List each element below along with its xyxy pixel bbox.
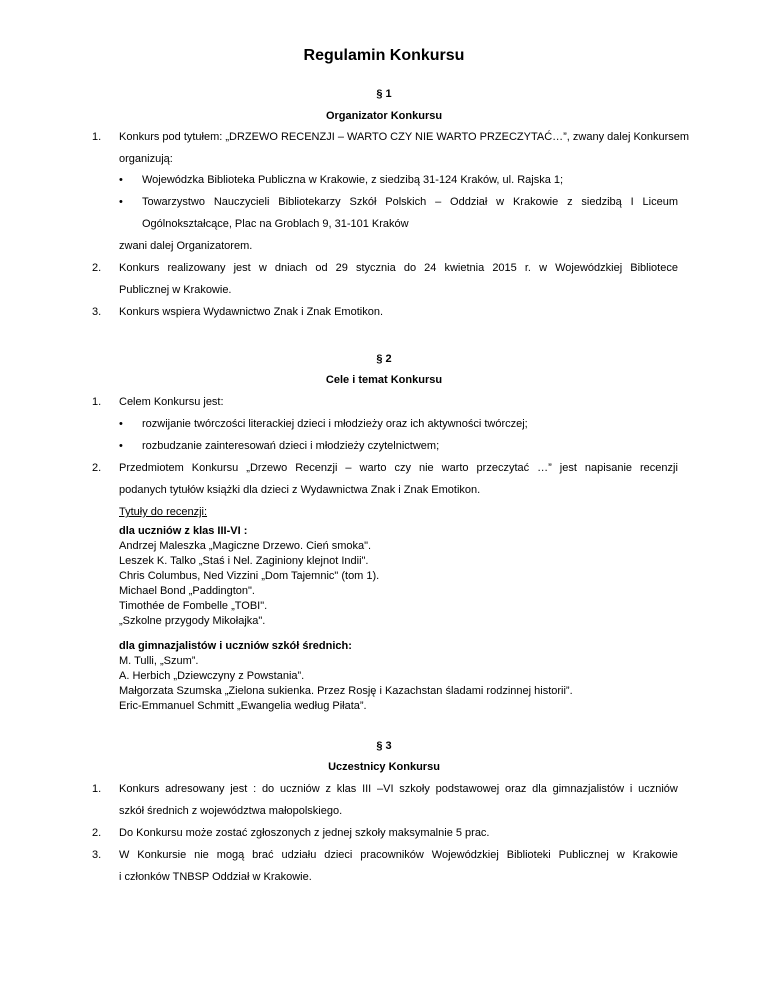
s2-item-2-number: 2. xyxy=(92,462,102,474)
s2-bullet-2: rozbudzanie zainteresowań dzieci i młodzieży czytelnictwem; xyxy=(142,440,440,452)
bullet-icon: • xyxy=(119,196,123,208)
s1-bullet-2-line-1: Towarzystwo Nauczycieli Bibliotekarzy Szkół Polskich – Oddział w Krakowie z siedzibą I Liceum xyxy=(142,196,678,208)
page-title: Regulamin Konkursu xyxy=(303,47,465,64)
s1-item-1-number: 1. xyxy=(92,131,102,143)
s3-item-1-line-2: szkół średnich z województwa małopolskiego. xyxy=(119,805,343,817)
s3-item-3-line-1: W Konkursie nie mogą brać udziału dzieci pracowników Wojewódzkiej Biblioteki Publicznej w Krakowie xyxy=(119,849,678,861)
s1-item-2-line-2: Publicznej w Krakowie. xyxy=(119,284,232,296)
s3-item-1-line-1: Konkurs adresowany jest : do uczniów z klas III –VI szkoły podstawowej oraz dla gimnazjalistów i uczniów xyxy=(119,783,678,795)
section-3-heading: Uczestnicy Konkursu xyxy=(328,761,440,773)
s1-item-1-line-1: Konkurs pod tytułem: „DRZEWO RECENZJI – WARTO CZY NIE WARTO PRZECZYTAĆ…”, zwany dalej Konkursem xyxy=(119,131,690,143)
titles-label: Tytuły do recenzji: xyxy=(119,506,208,518)
section-3-number: § 3 xyxy=(376,740,392,752)
section-2-number: § 2 xyxy=(376,353,392,365)
group-1-title: Michael Bond „Paddington". xyxy=(119,585,255,597)
section-2-heading: Cele i temat Konkursu xyxy=(325,374,443,386)
group-1-title: Timothée de Fombelle „TOBI". xyxy=(119,600,268,612)
s2-item-1-number: 1. xyxy=(92,396,102,408)
s2-bullet-1: rozwijanie twórczości literackiej dzieci i młodzieży oraz ich aktywności twórczej; xyxy=(142,418,528,430)
group-1-heading: dla uczniów z klas III-VI : xyxy=(119,525,248,537)
group-2-heading: dla gimnazjalistów i uczniów szkół średnich: xyxy=(119,640,352,652)
s2-item-2-line-2: podanych tytułów książki dla dzieci z Wydawnictwa Znak i Znak Emotikon. xyxy=(119,484,481,496)
s1-item-2-line-1: Konkurs realizowany jest w dniach od 29 stycznia do 24 kwietnia 2015 r. w Wojewódzkiej Bibliotece xyxy=(119,262,678,274)
s1-item-1-after: zwani dalej Organizatorem. xyxy=(119,240,253,252)
section-1-number: § 1 xyxy=(376,88,392,100)
s1-item-3: Konkurs wspiera Wydawnictwo Znak i Znak Emotikon. xyxy=(119,306,383,318)
bullet-icon: • xyxy=(119,174,123,186)
group-2-title: Małgorzata Szumska „Zielona sukienka. Przez Rosję i Kazachstan śladami rodzinnej historii”. xyxy=(119,685,573,697)
bullet-icon: • xyxy=(119,418,123,430)
group-2-title: M. Tulli, „Szum”. xyxy=(119,655,199,667)
section-1-heading: Organizator Konkursu xyxy=(325,110,443,122)
s2-item-2-line-1: Przedmiotem Konkursu „Drzewo Recenzji – warto czy nie warto przeczytać …” jest napisanie recenzji xyxy=(119,462,678,474)
bullet-icon: • xyxy=(119,440,123,452)
s1-item-1-line-2: organizują: xyxy=(119,153,173,165)
s3-item-3-number: 3. xyxy=(92,849,102,861)
s1-item-2-number: 2. xyxy=(92,262,102,274)
s3-item-2-number: 2. xyxy=(92,827,102,839)
s1-item-3-number: 3. xyxy=(92,306,102,318)
group-2-title: A. Herbich „Dziewczyny z Powstania”. xyxy=(119,670,305,682)
group-2-title: Eric-Emmanuel Schmitt „Ewangelia według Piłata”. xyxy=(119,700,367,712)
group-1-title: Leszek K. Talko „Staś i Nel. Zaginiony klejnot Indii". xyxy=(119,555,369,567)
s3-item-2: Do Konkursu może zostać zgłoszonych z jednej szkoły maksymalnie 5 prac. xyxy=(119,827,490,839)
group-1-title: „Szkolne przygody Mikołajka". xyxy=(119,615,266,627)
s1-bullet-2-line-2: Ogólnokształcące, Plac na Groblach 9, 31-101 Kraków xyxy=(142,218,409,230)
s3-item-3-line-2: i członków TNBSP Oddział w Krakowie. xyxy=(119,871,312,883)
s2-item-1: Celem Konkursu jest: xyxy=(119,396,224,408)
s1-bullet-1: Wojewódzka Biblioteka Publiczna w Krakowie, z siedzibą 31-124 Kraków, ul. Rajska 1; xyxy=(142,174,564,186)
s3-item-1-number: 1. xyxy=(92,783,102,795)
group-1-title: Andrzej Maleszka „Magiczne Drzewo. Cień smoka". xyxy=(119,540,372,552)
group-1-title: Chris Columbus, Ned Vizzini „Dom Tajemnic" (tom 1). xyxy=(119,570,380,582)
